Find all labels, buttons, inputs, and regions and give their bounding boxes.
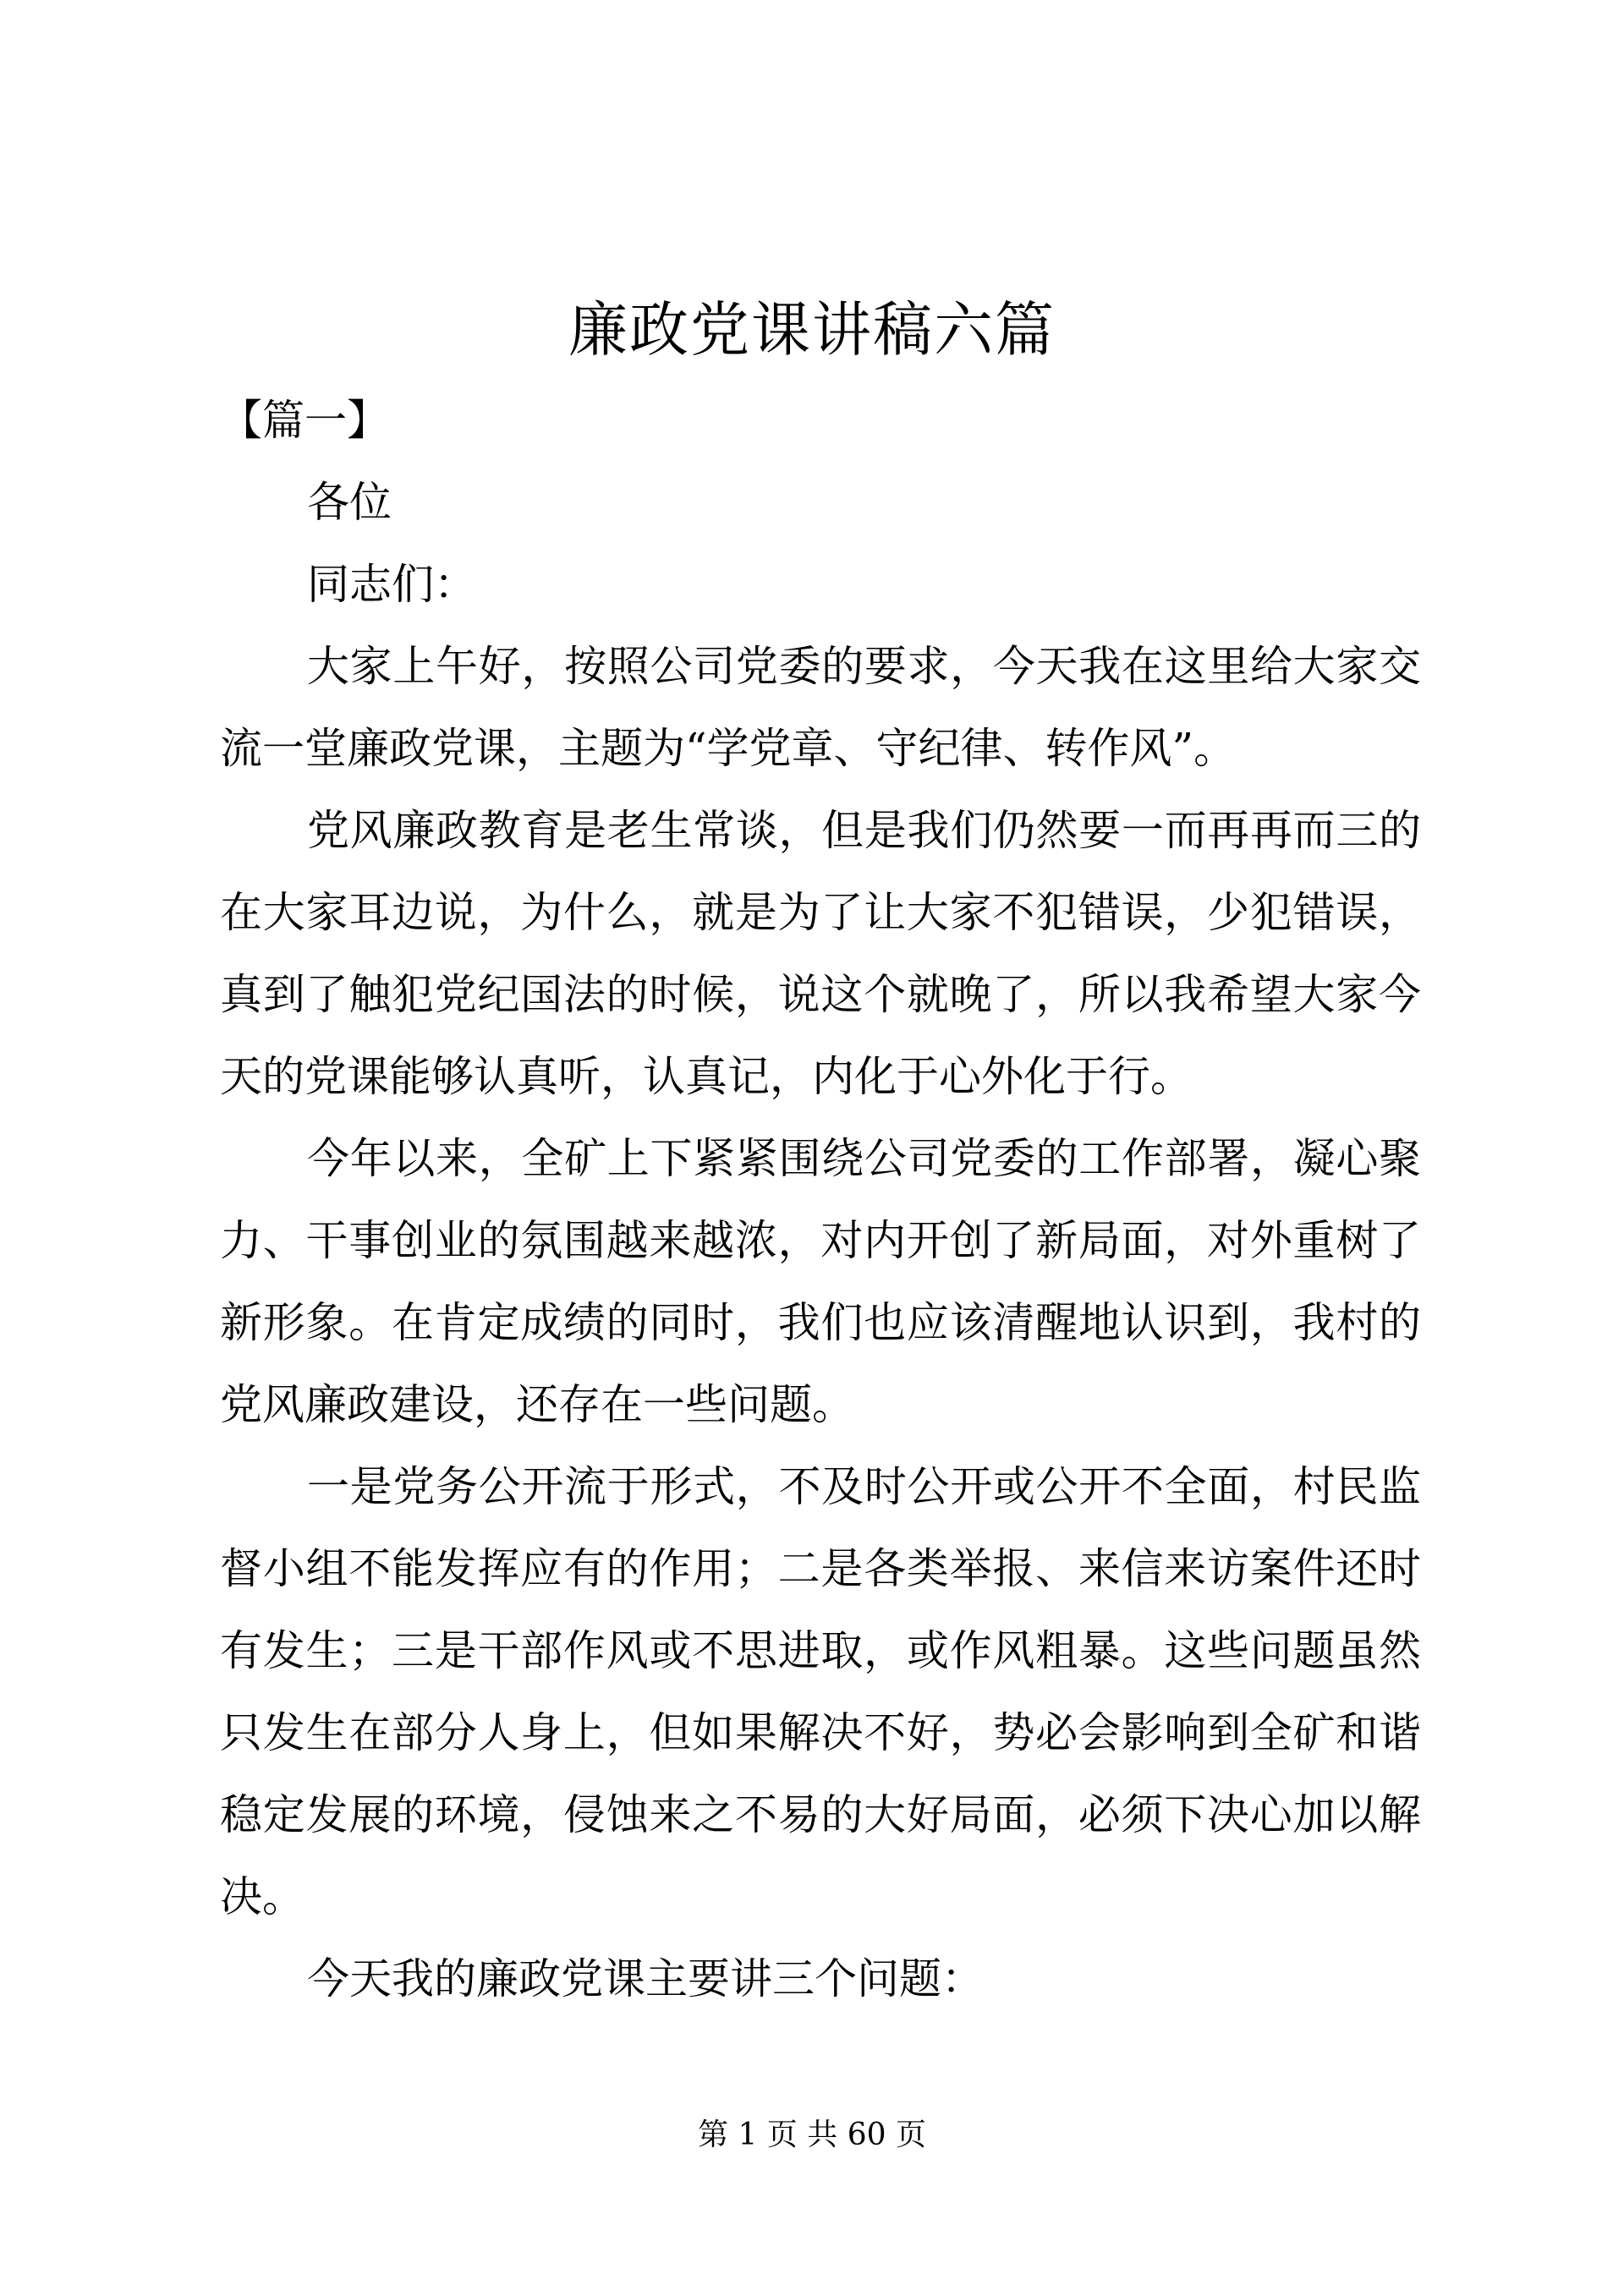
page-footer: 第 1 页 共 60 页 [698, 2118, 926, 2152]
document-title: 廉政党课讲稿六篇 [568, 295, 1056, 364]
text-line: 天的党课能够认真听，认真记，内化于心外化于行。 [220, 1052, 1193, 1101]
text-line: 稳定发展的环境，侵蚀来之不易的大好局面，必须下决心加以解 [220, 1790, 1421, 1839]
text-line: 一是党务公开流于形式，不及时公开或公开不全面，村民监 [307, 1462, 1421, 1511]
text-line: 党风廉政教育是老生常谈，但是我们仍然要一而再再而三的 [307, 806, 1421, 855]
text-line: 决。 [220, 1872, 304, 1921]
text-line: 力、干事创业的氛围越来越浓，对内开创了新局面，对外重树了 [220, 1216, 1421, 1265]
text-line: 流一堂廉政党课，主题为“学党章、守纪律、转作风”。 [220, 724, 1237, 773]
text-line: 真到了触犯党纪国法的时候，说这个就晚了，所以我希望大家今 [220, 970, 1421, 1019]
text-line: 督小组不能发挥应有的作用；二是各类举报、来信来访案件还时 [220, 1544, 1421, 1593]
text-line: 同志们： [307, 560, 476, 609]
text-line: 只发生在部分人身上，但如果解决不好，势必会影响到全矿和谐 [220, 1708, 1421, 1757]
section-heading: 【篇一】 [220, 396, 389, 445]
text-line: 今年以来，全矿上下紧紧围绕公司党委的工作部署，凝心聚 [307, 1134, 1421, 1183]
text-line: 今天我的廉政党课主要讲三个问题： [307, 1954, 984, 2003]
text-line: 党风廉政建设，还存在一些问题。 [220, 1380, 854, 1429]
text-line: 在大家耳边说，为什么，就是为了让大家不犯错误，少犯错误， [220, 888, 1421, 937]
document-body [220, 380, 1421, 2020]
text-line: 新形象。在肯定成绩的同时，我们也应该清醒地认识到，我村的 [220, 1298, 1421, 1347]
text-line: 有发生；三是干部作风或不思进取，或作风粗暴。这些问题虽然 [220, 1626, 1421, 1675]
text-line: 各位 [307, 478, 392, 527]
text-line: 大家上午好，按照公司党委的要求，今天我在这里给大家交 [307, 642, 1421, 691]
